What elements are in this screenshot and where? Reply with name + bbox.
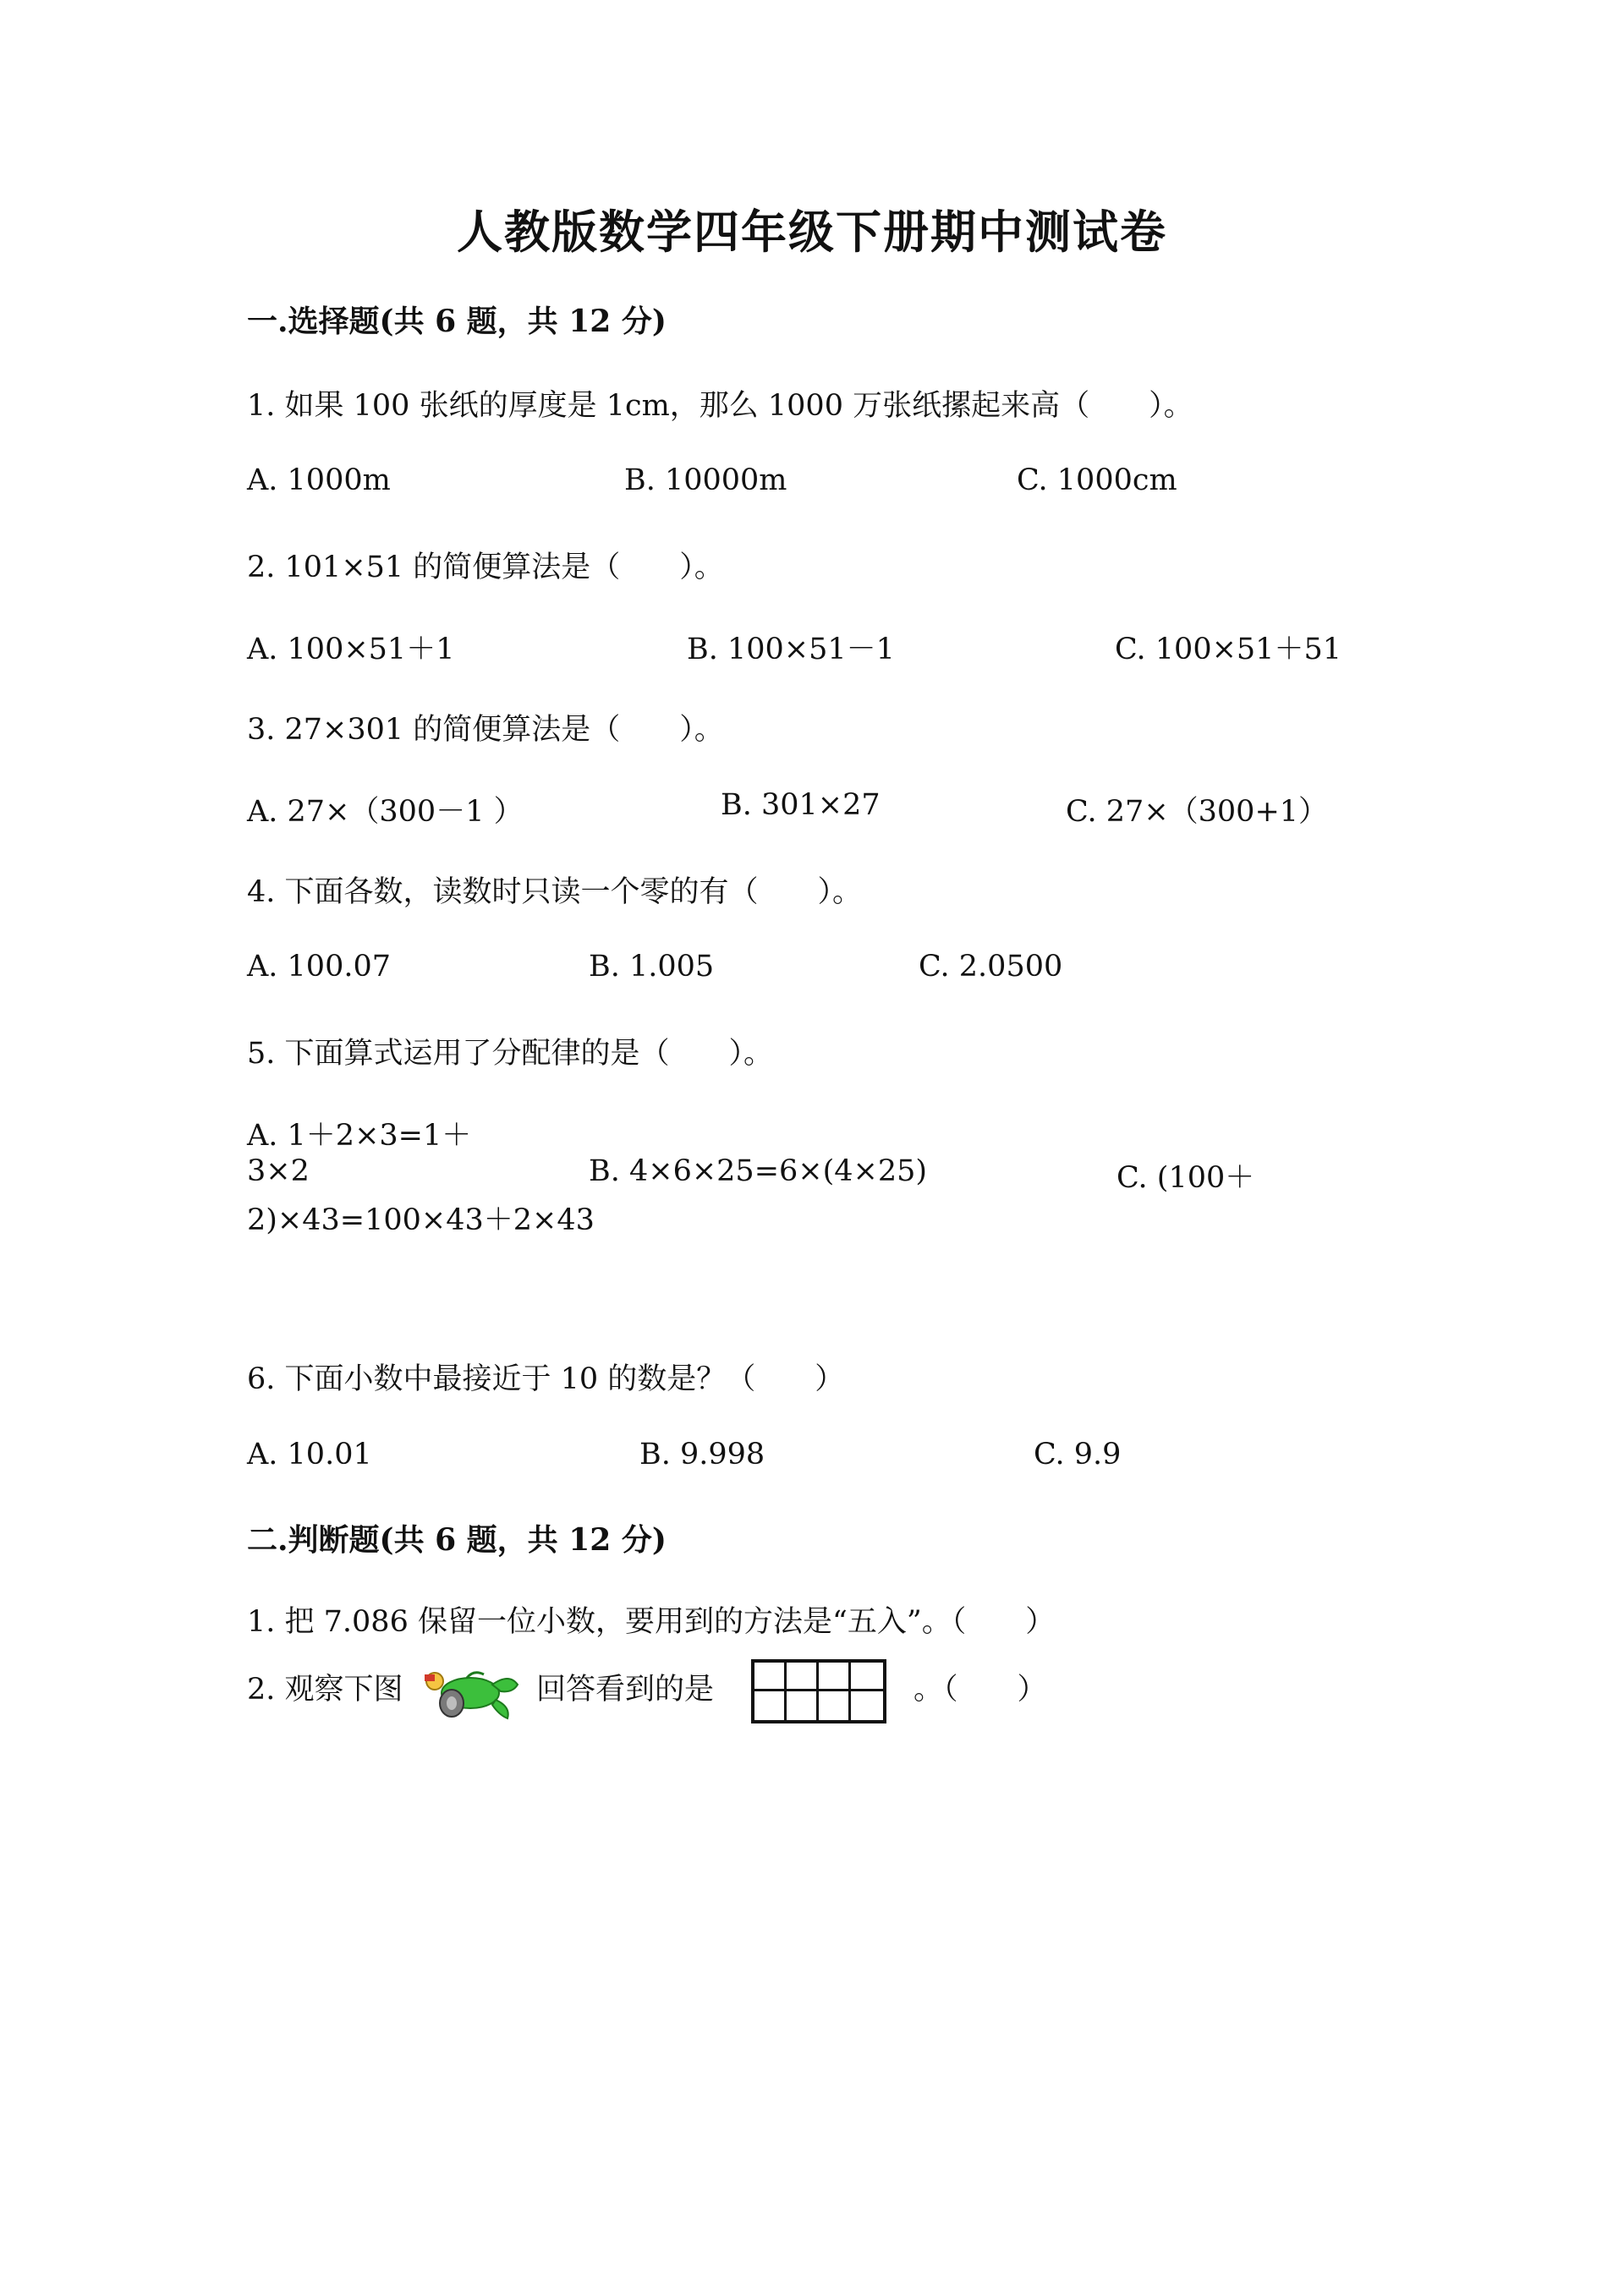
green-toy-figure-icon	[418, 1656, 524, 1725]
question-5-option-c-line2: 2)×43=100×43＋2×43	[247, 1203, 595, 1237]
question-2-option-a: A. 100×51＋1	[247, 633, 455, 666]
question-6-option-a: A. 10.01	[247, 1438, 372, 1471]
block-grid-icon	[751, 1659, 886, 1723]
question-2-option-c: C. 100×51＋51	[1115, 633, 1341, 666]
question-3-option-c: C. 27×（300+1）	[1066, 795, 1329, 829]
question-5-option-a-line2: 3×2	[247, 1154, 310, 1188]
question-2-stem: 2. 101×51 的简便算法是（ ）。	[247, 551, 724, 584]
question-4-option-a: A. 100.07	[247, 950, 391, 984]
question-2-option-b: B. 100×51－1	[687, 633, 895, 666]
judgement-question-2-part1: 2. 观察下图	[247, 1673, 403, 1707]
question-4-stem: 4. 下面各数，读数时只读一个零的有（ ）。	[247, 875, 863, 909]
question-3-option-b: B. 301×27	[721, 788, 881, 822]
question-1-option-b: B. 10000m	[624, 463, 787, 497]
question-4-option-b: B. 1.005	[589, 950, 715, 984]
section-heading-judgement: 二.判断题(共 6 题，共 12 分)	[247, 1522, 667, 1558]
question-1-option-c: C. 1000cm	[1017, 463, 1177, 497]
question-5-option-c-line1: C. (100＋	[1116, 1161, 1255, 1195]
question-6-option-b: B. 9.998	[639, 1438, 765, 1471]
page-title: 人教版数学四年级下册期中测试卷	[457, 205, 1167, 259]
question-3-stem: 3. 27×301 的简便算法是（ ）。	[247, 713, 724, 747]
question-6-option-c: C. 9.9	[1034, 1438, 1122, 1471]
judgement-question-2-part2: 回答看到的是	[536, 1673, 715, 1707]
question-5-option-b: B. 4×6×25=6×(4×25)	[589, 1154, 928, 1188]
question-1-option-a: A. 1000m	[247, 463, 391, 497]
judgement-question-2-part3: 。（ ）	[914, 1673, 1047, 1707]
question-1-stem: 1. 如果 100 张纸的厚度是 1cm，那么 1000 万张纸摞起来高（ ）。	[247, 389, 1193, 423]
question-6-stem: 6. 下面小数中最接近于 10 的数是？（ ）	[247, 1362, 845, 1396]
question-5-stem: 5. 下面算式运用了分配律的是（ ）。	[247, 1037, 774, 1071]
question-4-option-c: C. 2.0500	[919, 950, 1063, 984]
judgement-question-1: 1. 把 7.086 保留一位小数，要用到的方法是“五入”。（ ）	[247, 1605, 1056, 1639]
section-heading-choice: 一.选择题(共 6 题，共 12 分)	[247, 304, 667, 339]
question-3-option-a: A. 27×（300－1 ）	[247, 795, 524, 829]
question-5-option-a-line1: A. 1＋2×3=1＋	[247, 1119, 472, 1153]
